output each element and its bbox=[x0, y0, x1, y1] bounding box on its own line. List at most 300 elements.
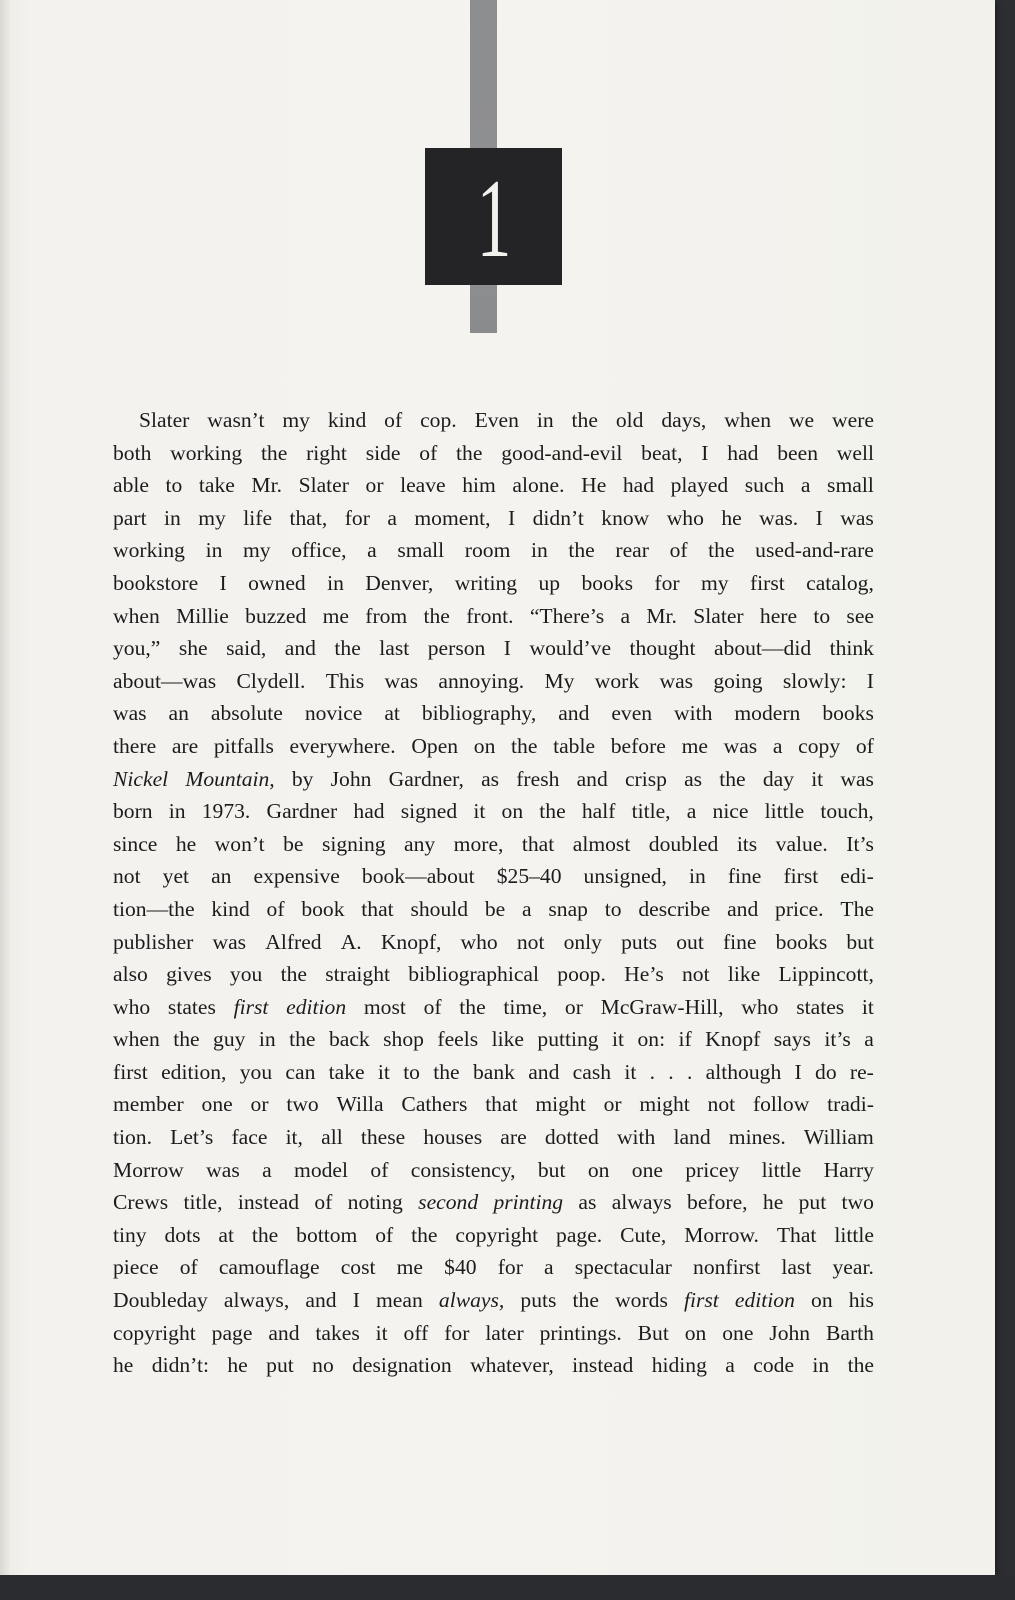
word: Let’s bbox=[170, 1125, 214, 1150]
word: always bbox=[611, 1190, 672, 1215]
word: here bbox=[759, 603, 798, 628]
text-line bbox=[113, 730, 874, 763]
word: model bbox=[294, 1157, 349, 1182]
word: put bbox=[266, 1353, 294, 1378]
word: I bbox=[815, 505, 823, 530]
word: was bbox=[659, 668, 694, 693]
word: “There’s bbox=[529, 603, 605, 628]
word: you,” bbox=[113, 636, 161, 661]
word: novice bbox=[304, 701, 363, 726]
word: me bbox=[322, 603, 349, 628]
text-line bbox=[113, 828, 874, 861]
word: well bbox=[836, 440, 874, 465]
word: Willa bbox=[336, 1092, 384, 1117]
word: book—about bbox=[361, 864, 475, 889]
word: and bbox=[558, 701, 590, 726]
word: My bbox=[544, 668, 575, 693]
word: was bbox=[840, 505, 874, 530]
word: year. bbox=[832, 1255, 874, 1280]
word: $25–40 bbox=[496, 864, 562, 889]
word: almost bbox=[572, 831, 631, 856]
word: in bbox=[205, 538, 223, 563]
word: days, bbox=[661, 408, 707, 432]
word: copyright bbox=[455, 1222, 539, 1247]
word: value. bbox=[775, 831, 828, 856]
word: at bbox=[218, 1222, 234, 1247]
word: to bbox=[813, 603, 831, 628]
word: its bbox=[736, 831, 758, 856]
word: who bbox=[741, 994, 779, 1019]
word: about—was bbox=[113, 668, 217, 693]
word: poop. bbox=[557, 962, 606, 987]
word: know bbox=[601, 505, 650, 530]
word: would’ve bbox=[529, 636, 612, 661]
word: no bbox=[312, 1353, 334, 1378]
text-line bbox=[113, 1219, 874, 1252]
word: off bbox=[403, 1320, 429, 1345]
text-line bbox=[113, 600, 874, 633]
word: . bbox=[686, 1059, 693, 1084]
word: one bbox=[722, 1320, 754, 1345]
text-line bbox=[113, 469, 874, 502]
word: and bbox=[576, 766, 608, 791]
word: beat, bbox=[641, 440, 683, 465]
word: the bbox=[251, 1222, 279, 1247]
word: tradi- bbox=[827, 1092, 874, 1117]
word: This bbox=[325, 668, 365, 693]
word: I bbox=[503, 636, 511, 661]
word: my bbox=[198, 505, 226, 530]
word: it’s bbox=[824, 1027, 851, 1052]
word: snap bbox=[548, 896, 588, 921]
word: like bbox=[491, 1027, 524, 1052]
word: of bbox=[423, 994, 442, 1019]
word: of bbox=[384, 408, 403, 432]
word: second bbox=[418, 1190, 479, 1215]
word: it bbox=[811, 766, 824, 791]
word: . bbox=[649, 1059, 656, 1084]
word: not bbox=[516, 929, 545, 954]
word: working bbox=[170, 440, 243, 465]
word: both bbox=[113, 440, 152, 465]
word: describe bbox=[638, 896, 711, 921]
word: last bbox=[781, 1255, 812, 1280]
word: was bbox=[113, 701, 147, 726]
word: the bbox=[572, 1288, 599, 1313]
word: it, bbox=[285, 1125, 303, 1150]
text-line bbox=[113, 697, 874, 730]
text-line bbox=[113, 404, 874, 437]
word: copy bbox=[798, 733, 841, 758]
word: printings. bbox=[539, 1320, 622, 1345]
word: says bbox=[773, 1027, 811, 1052]
word: Mountain, bbox=[185, 766, 275, 791]
word: or bbox=[250, 1092, 269, 1117]
word: tion—the bbox=[113, 896, 195, 921]
word: little bbox=[834, 1222, 874, 1247]
word: I bbox=[794, 1059, 802, 1084]
word: bibliographical bbox=[408, 962, 540, 987]
word: consistency, bbox=[410, 1157, 516, 1182]
word: one bbox=[201, 1092, 233, 1117]
word: with bbox=[674, 701, 713, 726]
word: writing bbox=[454, 570, 518, 595]
word: Barth bbox=[825, 1320, 874, 1345]
word: was bbox=[723, 733, 758, 758]
word: used-and-rare bbox=[755, 538, 874, 563]
word: guy bbox=[213, 1027, 246, 1052]
text-line bbox=[113, 893, 874, 926]
chapter-number-box bbox=[425, 148, 562, 285]
word: It’s bbox=[846, 831, 874, 856]
word: office, bbox=[291, 538, 347, 563]
word: bottom bbox=[296, 1222, 358, 1247]
word: for bbox=[444, 1320, 470, 1345]
word: life bbox=[243, 505, 273, 530]
word: the bbox=[411, 1222, 438, 1247]
word: me bbox=[681, 733, 708, 758]
word: he bbox=[762, 1190, 784, 1215]
text-line bbox=[113, 1251, 874, 1284]
word: the bbox=[511, 733, 538, 758]
word: with bbox=[616, 1125, 656, 1150]
word: in bbox=[327, 570, 344, 595]
word: front. bbox=[466, 603, 514, 628]
word: Millie bbox=[176, 603, 229, 628]
word: copyright bbox=[113, 1320, 196, 1345]
word: Knopf, bbox=[380, 929, 442, 954]
word: work bbox=[594, 668, 640, 693]
word: or bbox=[365, 473, 384, 498]
word: him bbox=[462, 473, 496, 498]
word: I bbox=[507, 505, 516, 530]
word: Slater bbox=[298, 473, 349, 498]
word: had bbox=[622, 473, 655, 498]
word: signed bbox=[400, 799, 458, 824]
word: words bbox=[615, 1288, 668, 1313]
word: going bbox=[713, 668, 763, 693]
word: piece bbox=[113, 1255, 159, 1280]
word: books bbox=[775, 929, 828, 954]
word: mean bbox=[376, 1288, 423, 1313]
word: The bbox=[840, 896, 874, 921]
word: see bbox=[846, 603, 874, 628]
word: before, bbox=[687, 1190, 748, 1215]
word: more, bbox=[453, 831, 504, 856]
word: as bbox=[578, 1190, 597, 1215]
word: in bbox=[688, 864, 706, 889]
word: Cute, bbox=[620, 1222, 667, 1247]
word: the bbox=[280, 962, 307, 987]
word: most bbox=[363, 994, 406, 1019]
word: do bbox=[815, 1059, 837, 1084]
word: as bbox=[684, 766, 703, 791]
text-line bbox=[113, 1349, 874, 1382]
word: of bbox=[375, 1222, 394, 1247]
text-line bbox=[113, 860, 874, 893]
word: it bbox=[624, 1059, 637, 1084]
word: my bbox=[700, 570, 729, 595]
word: he bbox=[721, 505, 742, 530]
word: of bbox=[266, 896, 285, 921]
word: or bbox=[603, 1092, 622, 1117]
word: books bbox=[581, 570, 634, 595]
word: a bbox=[620, 603, 631, 628]
word: bibliography, bbox=[421, 701, 537, 726]
word: only bbox=[563, 929, 602, 954]
word: part bbox=[113, 505, 147, 530]
word: gives bbox=[166, 962, 212, 987]
word: be bbox=[283, 831, 304, 856]
word: even bbox=[611, 701, 653, 726]
word: later bbox=[485, 1320, 524, 1345]
word: all bbox=[321, 1125, 343, 1150]
body-text bbox=[113, 404, 874, 1382]
word: McGraw-Hill, bbox=[600, 994, 724, 1019]
word: mines. bbox=[728, 1125, 786, 1150]
word: it bbox=[612, 1027, 625, 1052]
text-line bbox=[113, 1284, 874, 1317]
text-line bbox=[113, 958, 874, 991]
word: $40 bbox=[444, 1255, 477, 1280]
word: He bbox=[581, 473, 607, 498]
word: might bbox=[639, 1092, 690, 1117]
word: whatever, bbox=[470, 1353, 554, 1378]
word: book bbox=[301, 896, 345, 921]
word: the bbox=[568, 538, 595, 563]
word: a bbox=[262, 1157, 272, 1182]
word: the bbox=[423, 603, 450, 628]
word: the bbox=[708, 538, 735, 563]
word: first bbox=[749, 570, 785, 595]
word: his bbox=[848, 1288, 874, 1313]
word: on bbox=[473, 733, 496, 758]
word: a bbox=[522, 896, 532, 921]
word: the bbox=[433, 1059, 460, 1084]
word: bank bbox=[472, 1059, 515, 1084]
word: a bbox=[686, 799, 697, 824]
word: at bbox=[384, 701, 400, 726]
word: when bbox=[113, 603, 160, 628]
word: good-and-evil bbox=[501, 440, 623, 465]
word: follow bbox=[752, 1092, 810, 1117]
word: me bbox=[396, 1255, 424, 1280]
word: of bbox=[314, 1190, 333, 1215]
word: alone. bbox=[512, 473, 565, 498]
word: old bbox=[615, 408, 644, 432]
word: in bbox=[536, 408, 554, 432]
word: unsigned, bbox=[583, 864, 667, 889]
word: my bbox=[243, 538, 271, 563]
word: pitfalls bbox=[213, 733, 274, 758]
word: who bbox=[113, 994, 151, 1019]
word: back bbox=[328, 1027, 370, 1052]
word: a bbox=[367, 538, 377, 563]
word: my bbox=[282, 408, 310, 432]
word: day bbox=[762, 766, 795, 791]
word: a bbox=[725, 1353, 735, 1378]
word: not bbox=[682, 962, 710, 987]
word: are bbox=[500, 1125, 527, 1150]
word: edition, bbox=[161, 1059, 227, 1084]
word: nonfirst bbox=[693, 1255, 761, 1280]
word: when bbox=[724, 408, 772, 432]
word: Nickel bbox=[113, 766, 169, 791]
word: not bbox=[707, 1092, 736, 1117]
word: to bbox=[165, 473, 183, 498]
text-line bbox=[113, 1121, 874, 1154]
word: first bbox=[683, 1288, 719, 1313]
word: to bbox=[403, 1059, 420, 1084]
word: page. bbox=[556, 1222, 603, 1247]
word: the bbox=[571, 408, 598, 432]
word: the bbox=[289, 1027, 316, 1052]
word: re- bbox=[849, 1059, 874, 1084]
word: absolute bbox=[210, 701, 283, 726]
word: was bbox=[206, 1157, 240, 1182]
word: Even bbox=[474, 408, 519, 432]
word: Mr. bbox=[251, 473, 283, 498]
word: puts bbox=[520, 1288, 557, 1313]
word: dotted bbox=[544, 1125, 599, 1150]
word: the bbox=[334, 636, 361, 661]
word: Morrow. bbox=[684, 1222, 759, 1247]
word: of bbox=[370, 1157, 389, 1182]
word: it bbox=[375, 1320, 388, 1345]
word: an bbox=[211, 864, 232, 889]
word: was. bbox=[759, 505, 799, 530]
word: it bbox=[377, 1059, 390, 1084]
word: be bbox=[484, 896, 506, 921]
word: born bbox=[113, 799, 153, 824]
word: hiding bbox=[651, 1353, 707, 1378]
word: tiny bbox=[113, 1222, 147, 1247]
word: straight bbox=[325, 962, 391, 987]
word: moment, bbox=[414, 505, 491, 530]
background-surface bbox=[0, 1575, 1015, 1600]
word: I bbox=[352, 1288, 360, 1313]
word: Mr. bbox=[646, 603, 677, 628]
word: played bbox=[670, 473, 729, 498]
word: printing bbox=[493, 1190, 564, 1215]
word: by bbox=[291, 766, 314, 791]
word: from bbox=[365, 603, 408, 628]
word: time, bbox=[503, 994, 548, 1019]
word: can bbox=[285, 1059, 316, 1084]
text-line bbox=[113, 991, 874, 1024]
word: Crews bbox=[113, 1190, 169, 1215]
word: fine bbox=[727, 864, 762, 889]
word: and bbox=[305, 1288, 337, 1313]
word: title, bbox=[631, 799, 671, 824]
page-gutter-shadow bbox=[0, 0, 10, 1575]
word: small bbox=[397, 538, 445, 563]
word: Cathers bbox=[401, 1092, 468, 1117]
word: who bbox=[666, 505, 704, 530]
word: that bbox=[521, 831, 555, 856]
text-line bbox=[113, 632, 874, 665]
word: if bbox=[678, 1027, 692, 1052]
text-line bbox=[113, 567, 874, 600]
word: nice bbox=[712, 799, 749, 824]
word: one bbox=[631, 1157, 663, 1182]
word: last bbox=[379, 636, 410, 661]
word: you bbox=[229, 962, 263, 987]
word: were bbox=[832, 408, 874, 432]
word: slowly: bbox=[782, 668, 847, 693]
word: in bbox=[258, 1027, 276, 1052]
word: cop. bbox=[420, 408, 457, 432]
word: fresh bbox=[516, 766, 560, 791]
word: for bbox=[497, 1255, 523, 1280]
word: Gardner bbox=[266, 799, 338, 824]
word: the bbox=[456, 440, 483, 465]
word: A. bbox=[340, 929, 362, 954]
word: publisher bbox=[113, 929, 194, 954]
word: out bbox=[676, 929, 704, 954]
word: on bbox=[587, 1157, 610, 1182]
word: two bbox=[286, 1092, 319, 1117]
word: Morrow bbox=[113, 1157, 184, 1182]
word: there bbox=[113, 733, 157, 758]
word: of bbox=[419, 440, 438, 465]
word: crisp bbox=[624, 766, 667, 791]
word: said, bbox=[226, 636, 267, 661]
word: he bbox=[227, 1353, 248, 1378]
word: didn’t bbox=[532, 505, 584, 530]
word: who bbox=[460, 929, 498, 954]
word: been bbox=[777, 440, 819, 465]
text-line bbox=[113, 1088, 874, 1121]
word: and bbox=[528, 1059, 560, 1084]
word: as bbox=[481, 766, 500, 791]
word: shop bbox=[383, 1027, 424, 1052]
word: that bbox=[361, 896, 394, 921]
word: room bbox=[464, 538, 511, 563]
word: owned bbox=[248, 570, 306, 595]
word: won’t bbox=[214, 831, 265, 856]
word: these bbox=[360, 1125, 406, 1150]
text-line bbox=[113, 763, 874, 796]
word: of bbox=[669, 538, 688, 563]
word: a bbox=[387, 505, 397, 530]
word: He’s bbox=[624, 962, 664, 987]
word: putting bbox=[537, 1027, 599, 1052]
word: states bbox=[167, 994, 216, 1019]
word: yet bbox=[162, 864, 190, 889]
word: working bbox=[113, 538, 185, 563]
word: also bbox=[113, 962, 148, 987]
text-line bbox=[113, 1023, 874, 1056]
word: any bbox=[404, 831, 436, 856]
word: first bbox=[113, 1059, 148, 1084]
word: Slater bbox=[139, 408, 190, 432]
word: in bbox=[168, 799, 186, 824]
word: William bbox=[803, 1125, 874, 1150]
word: wasn’t bbox=[207, 408, 265, 432]
word: kind bbox=[327, 408, 367, 432]
word: able bbox=[113, 473, 149, 498]
word: the bbox=[719, 766, 746, 791]
text-line bbox=[113, 665, 874, 698]
text-line bbox=[113, 1154, 874, 1187]
word: always, bbox=[438, 1288, 505, 1313]
word: take bbox=[328, 1059, 365, 1084]
word: you bbox=[239, 1059, 273, 1084]
word: leave bbox=[400, 473, 446, 498]
word: spectacular bbox=[574, 1255, 672, 1280]
word: up bbox=[538, 570, 561, 595]
